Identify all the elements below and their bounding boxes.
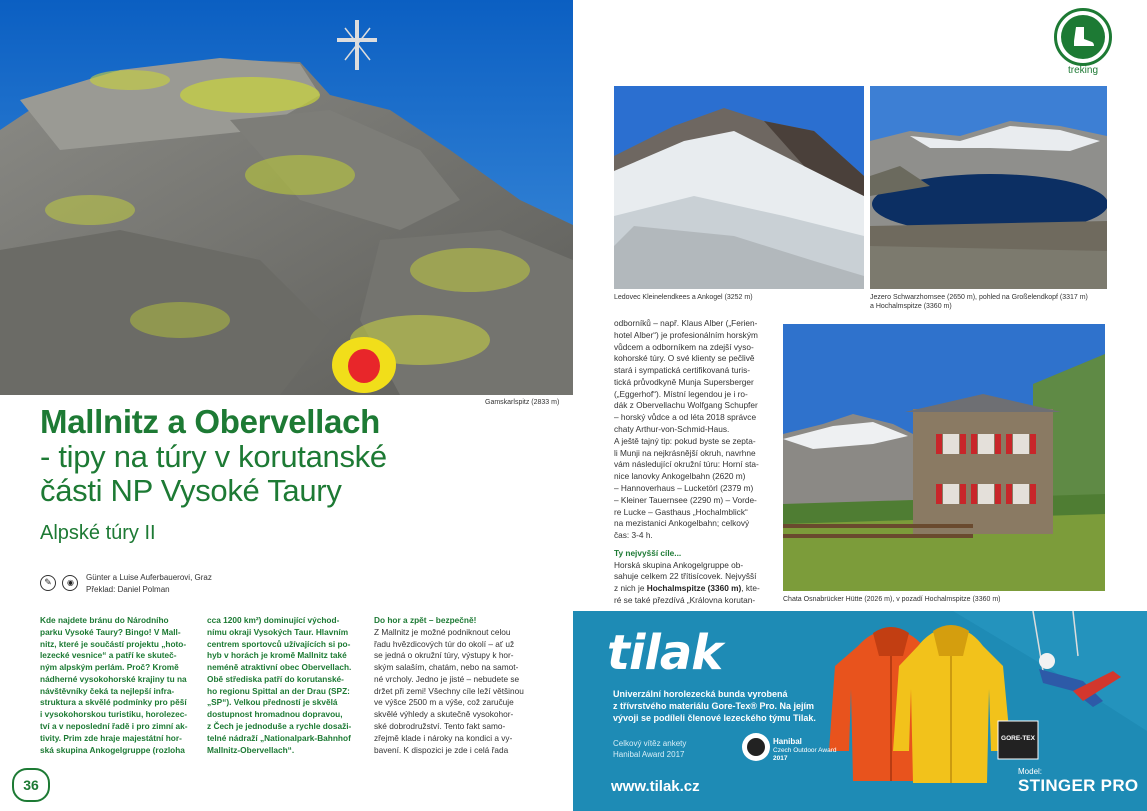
- lake-photo-art: [870, 86, 1107, 289]
- col1-line: nitz, které je součástí projektu „hoto-: [40, 638, 187, 649]
- ad-tagline-line: z třívrstvého materiálu Gore-Tex® Pro. Na jejím: [613, 701, 815, 712]
- hero-photo-art: [0, 0, 573, 395]
- hero-photo-gamskarlspitz: [0, 0, 573, 395]
- ad-url[interactable]: www.tilak.cz: [611, 778, 700, 795]
- goretex-logo: GORE-TEX: [1001, 735, 1035, 742]
- tilak-advertisement: [573, 611, 1147, 811]
- translator-line: Překlad: Daniel Polman: [86, 584, 170, 594]
- col3-line: bavení. K dispozici je zde i celá řada: [374, 744, 509, 755]
- title-line-2: - tipy na túry v korutanské: [40, 438, 387, 474]
- ad-tagline-line: vývoji se podíleli členové lezeckého týmu Tilak.: [613, 713, 816, 724]
- col4-line: li Munji na nejkrásnější okruh, navrhne: [614, 447, 756, 458]
- col4-line: – Hannoverhaus – Lucketörl (2379 m): [614, 482, 754, 493]
- photo2-caption-line: Jezero Schwarzhornsee (2650 m), pohled na Großelendkopf (3317 m): [870, 294, 1088, 301]
- body-column-4: [614, 318, 776, 607]
- col1-line: návštěvníky čeká ta nejlepší infra-: [40, 685, 175, 696]
- camera-icon: ◉: [62, 575, 78, 591]
- ad-model-name: STINGER PRO: [1018, 776, 1139, 795]
- col1-line: parku Vysoké Taury? Bingo! V Mall-: [40, 626, 181, 637]
- col2-line: centrem sportovců užívajících si po-: [207, 638, 351, 649]
- col2-line: neméně atraktivní obec Obervellach.: [207, 662, 352, 673]
- col2-line: Mallnitz-Obervellach“.: [207, 744, 295, 755]
- hanibal-title: Hanibal: [773, 737, 802, 746]
- col1-line: i vysokohorskou turistiku, horolezec-: [40, 709, 188, 720]
- col1-line: tví a v neposlední řadě i pro zimní ak-: [40, 721, 188, 732]
- boot-glyph: [1069, 23, 1097, 51]
- photo1-caption: Ledovec Kleinelendkees a Ankogel (3252 m): [614, 294, 753, 301]
- col3-line: né vrcholy. Jedno je jisté – nebudete se: [374, 673, 520, 684]
- hanibal-award-badge: [773, 737, 836, 763]
- col4-line: tická průvodkyně Munja Supersberger: [614, 376, 754, 387]
- col2-line: telné nádraží „Nationalpark-Bahnhof: [207, 732, 351, 743]
- col2-line: hyb v horách je kromě Mallnitz také: [207, 650, 347, 661]
- col4b-text: , kte-: [741, 583, 760, 594]
- col4b-line: Horská skupina Ankogelgruppe ob-: [614, 559, 744, 570]
- pen-icon: ✎: [40, 575, 56, 591]
- col4b-line: sahuje celkem 22 třítisícovek. Nejvyšší: [614, 571, 757, 582]
- photo3-caption: Chata Osnabrücker Hütte (2026 m), v pozadí Hochalmspitze (3360 m): [783, 596, 1001, 603]
- award-line: Celkový vítěz ankety: [613, 739, 687, 748]
- col4-line: hotel Alber“) je profesionálním horským: [614, 329, 758, 340]
- category-label: treking: [1067, 65, 1098, 76]
- col4b-text: z nich je: [614, 583, 647, 594]
- body-column-3: [374, 615, 544, 756]
- col3-heading: Do hor a zpět – bezpečně!: [374, 615, 477, 625]
- col4-line: čas: 3-4 h.: [614, 530, 653, 541]
- photo-kleinelendkees: [614, 86, 864, 289]
- col4-line: odborníků – např. Klaus Alber („Ferien-: [614, 318, 758, 328]
- title-line-1: Mallnitz a Obervellach: [40, 403, 381, 440]
- col4-line: kohorské túry. O své klienty se pečlivě: [614, 353, 755, 364]
- glacier-photo-art: [614, 86, 864, 289]
- col3-line: se jedná o okružní túry, výstupy k hor-: [374, 650, 514, 661]
- photo2-caption: [870, 293, 1088, 312]
- award-line: Hanibal Award 2017: [613, 749, 685, 759]
- col1-line: struktura a skvělé podmínky pro pěší: [40, 697, 187, 708]
- col3-line: ve výšce 2500 m a výše, což zaručuje: [374, 697, 514, 708]
- col4-line: A ještě tajný tip: pokud byste se zepta-: [614, 435, 756, 446]
- ad-tagline: [613, 688, 853, 724]
- author-credits: [86, 572, 212, 595]
- col4-line: – horský vůdce a od léta 2018 správce: [614, 412, 757, 423]
- col2-line: cca 1200 km²) dominující východ-: [207, 615, 340, 625]
- hiking-boot-icon: [1061, 15, 1105, 59]
- col4-line: stará i sympatická certifikovaná turis-: [614, 365, 751, 376]
- hanibal-sub: Czech Outdoor Award: [773, 747, 837, 754]
- article-title: [40, 405, 560, 509]
- col2-line: ho regionu Spittal an der Drau (SPZ:: [207, 685, 350, 696]
- col2-line: Obě střediska patří do korutanské-: [207, 673, 344, 684]
- col3-line: zřejmě klade i nároky na kondici a vy-: [374, 732, 513, 743]
- col1-line: ská skupina Ankogelgruppe (rozloha: [40, 744, 185, 755]
- col4b-line: [614, 583, 776, 595]
- col3-line: řadu hvězdicových túr do okolí – ať už: [374, 638, 515, 649]
- tilak-logo: tilak: [607, 625, 723, 681]
- col3-line: ským salaším, chatám, nebo na samot-: [374, 662, 519, 673]
- body-column-2: [207, 615, 367, 756]
- col4b-line: ré se také přezdívá „Královna korutan-: [614, 594, 756, 605]
- title-line-3: části NP Vysoké Taury: [40, 473, 342, 509]
- col3-line: Z Mallnitz je možné podniknout celou: [374, 626, 511, 637]
- author-icons: [40, 572, 78, 591]
- category-badge: [1054, 8, 1112, 66]
- col4-line: na mezistanici Ankogelbahn; celkový: [614, 518, 750, 529]
- col1-line: tivity. Prim zde hraje majestátní hor-: [40, 732, 182, 743]
- col4-line: – Kleiner Tauernsee (2290 m) – Vorde-: [614, 494, 757, 505]
- col3-line: skvělé výhledy a skutečně vysokohor-: [374, 709, 514, 720]
- col3-line: držet při zemi! Všechny cíle leží většinou: [374, 685, 524, 696]
- photo2-caption-line: a Hochalmspitze (3360 m): [870, 303, 952, 311]
- col4-line: nice lanovky Ankogelbahn (2620 m): [614, 471, 746, 482]
- col1-line: nádherné vysokohorské krajiny tu na: [40, 673, 187, 684]
- col2-line: z Čech je jednoduše a rychle dosaži-: [207, 721, 352, 732]
- col2-line: dostupnost hromadnou dopravou,: [207, 709, 343, 720]
- ad-tagline-line: Univerzální horolezecká bunda vyrobená: [613, 689, 788, 699]
- col4-line: vůdcem a odborníkem na zdejší vyso-: [614, 341, 754, 352]
- col4-line: („Eggerhof“). Místní legendou je i ro-: [614, 388, 748, 399]
- ad-model-label: Model:: [1018, 767, 1043, 776]
- col3-line: ské dobrodružství. Tento fakt samo-: [374, 721, 506, 732]
- page-number: 36: [12, 768, 50, 802]
- photo-schwarzhornsee: [870, 86, 1107, 289]
- hanibal-year: 2017: [773, 755, 788, 763]
- col4b-bold-text: Hochalmspitze (3360 m): [646, 583, 742, 594]
- col4-line: dák z Obervellachu Wolfgang Schupfer: [614, 400, 758, 411]
- col4-line: chaty Arthur-von-Schmid-Haus.: [614, 424, 730, 435]
- col2-line: nímu okraji Vysokých Taur. Hlavním: [207, 626, 349, 637]
- photo-osnabrucker-hutte: [783, 324, 1105, 591]
- hut-photo-art: [783, 324, 1105, 591]
- col4-line: re Lucke – Gasthaus „Hochalmblick“: [614, 506, 748, 517]
- hero-photo-caption: Gamskarlspitz (2833 m): [485, 399, 560, 406]
- col4-line: vám následující okružní túru: Horní sta-: [614, 459, 759, 470]
- col1-line: ným alpským perlám. Proč? Kromě: [40, 662, 179, 673]
- ad-award-text: [613, 739, 686, 761]
- col1-line: lezecké vesnice“ a patří ke skuteč-: [40, 650, 177, 661]
- authors-line: Günter a Luise Auferbauerovi, Graz: [86, 573, 212, 582]
- col2-line: „SP“). Velkou předností je skvělá: [207, 697, 338, 708]
- col1-line: Kde najdete bránu do Národního: [40, 615, 169, 625]
- col4-heading: Ty nejvyšší cíle...: [614, 547, 682, 558]
- article-subtitle: Alpské túry II: [40, 522, 156, 544]
- body-column-1: [40, 615, 205, 756]
